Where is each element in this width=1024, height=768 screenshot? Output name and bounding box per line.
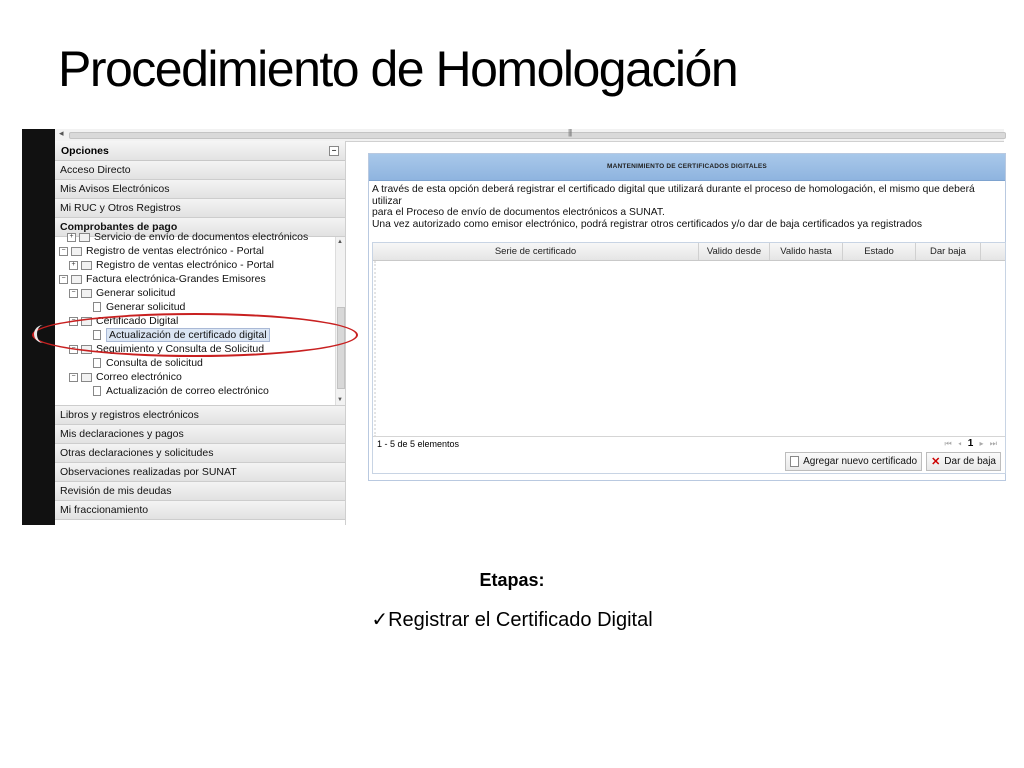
column-valido-hasta[interactable]: Valido hasta xyxy=(770,243,843,260)
options-title: Opciones xyxy=(61,144,109,157)
expand-icon[interactable]: + xyxy=(67,233,76,242)
tree-item[interactable]: − Seguimiento y Consulta de Solicitud xyxy=(55,342,335,356)
tree-item[interactable]: − Certificado Digital xyxy=(55,314,335,328)
grid-actions xyxy=(785,452,1001,471)
step-text: Registrar el Certificado Digital xyxy=(388,609,653,631)
pager-current-page[interactable]: 1 xyxy=(967,438,976,449)
expand-icon[interactable]: + xyxy=(69,261,78,270)
menu-otras-declaraciones[interactable]: Otras declaraciones y solicitudes xyxy=(55,444,345,463)
description-line: para el Proceso de envío de documentos electrónicos a SUNAT. xyxy=(372,207,665,218)
document-icon xyxy=(93,386,101,396)
column-serie[interactable]: Serie de certificado xyxy=(373,243,699,260)
tree-item[interactable]: Consulta de solicitud xyxy=(55,356,335,370)
folder-icon xyxy=(71,247,82,256)
menu-mis-avisos[interactable]: Mis Avisos Electrónicos xyxy=(55,180,345,199)
new-document-icon xyxy=(790,456,799,467)
highlight-stroke-tail xyxy=(34,325,53,343)
tree-item[interactable]: Generar solicitud xyxy=(55,300,335,314)
menu-observaciones[interactable]: Observaciones realizadas por SUNAT xyxy=(55,463,345,482)
scroll-grip-icon: ||| xyxy=(568,128,572,137)
panel-description xyxy=(369,181,1005,230)
folder-icon xyxy=(79,233,90,242)
tree-item[interactable]: + Registro de ventas electrónico - Portal xyxy=(55,258,335,272)
pager-next-icon[interactable]: ▸ ⏭ xyxy=(979,439,999,448)
grid-footer xyxy=(373,436,1005,451)
tree-item[interactable]: − Registro de ventas electrónico - Portal xyxy=(55,244,335,258)
menu-fraccionamiento[interactable]: Mi fraccionamiento xyxy=(55,501,345,520)
tree-item[interactable]: Actualización de correo electrónico xyxy=(55,384,335,398)
pager-prev-icon[interactable]: ⏮ ◂ xyxy=(944,439,964,448)
document-icon xyxy=(93,302,101,312)
tree-item-selected[interactable]: Actualización de certificado digital xyxy=(55,328,335,342)
collapse-node-icon[interactable]: − xyxy=(59,247,68,256)
tree-item[interactable]: − Generar solicitud xyxy=(55,286,335,300)
column-spacer xyxy=(981,243,1005,260)
checkmark-icon: ✓ xyxy=(371,609,389,631)
menu-acceso-directo[interactable]: Acceso Directo xyxy=(55,161,345,180)
description-line: Una vez autorizado como emisor electrónico, podrá registrar otros certificados y/o dar de baja certificados ya registrados xyxy=(372,218,922,230)
folder-icon xyxy=(81,289,92,298)
add-certificate-button[interactable] xyxy=(785,452,922,471)
menu-revision-deudas[interactable]: Revisión de mis deudas xyxy=(55,482,345,501)
collapse-node-icon[interactable]: − xyxy=(59,275,68,284)
tree-item[interactable]: + Servicio de envío de documentos electrónicos xyxy=(55,230,335,244)
menu-mis-declaraciones[interactable]: Mis declaraciones y pagos xyxy=(55,425,345,444)
tree-scroll-thumb[interactable] xyxy=(337,307,345,389)
scroll-down-icon[interactable]: ▼ xyxy=(337,397,343,403)
close-icon: ✕ xyxy=(931,455,941,468)
slide-title: Procedimiento de Homologación xyxy=(58,41,738,97)
dar-de-baja-label: Dar de baja xyxy=(944,455,996,467)
options-header[interactable] xyxy=(55,141,345,161)
scroll-up-icon[interactable]: ▲ xyxy=(337,239,343,245)
menu-comprobantes-de-pago[interactable]: Comprobantes de pago xyxy=(55,218,345,237)
red-highlight-ellipse xyxy=(32,313,358,357)
collapse-node-icon[interactable]: − xyxy=(69,345,78,354)
panel-header: MANTENIMIENTO DE CERTIFICADOS DIGITALES xyxy=(369,154,1005,181)
collapse-node-icon[interactable]: − xyxy=(69,317,78,326)
step-item xyxy=(0,607,1024,632)
column-estado[interactable]: Estado xyxy=(843,243,916,260)
column-valido-desde[interactable]: Valido desde xyxy=(699,243,770,260)
tree-scrollbar[interactable] xyxy=(335,237,345,405)
folder-icon xyxy=(81,373,92,382)
description-line: A través de esta opción deberá registrar el certificado digital que utilizará durante el proceso de homologación, el mismo que deberá utilizar xyxy=(372,184,975,207)
tree-item[interactable]: − Correo electrónico xyxy=(55,370,335,384)
grid-body xyxy=(374,261,1005,437)
add-certificate-label: Agregar nuevo certificado xyxy=(803,455,918,467)
pager[interactable] xyxy=(944,437,999,451)
certificates-grid xyxy=(372,242,1006,474)
certificates-panel xyxy=(368,153,1006,481)
grid-header xyxy=(373,243,1005,261)
record-count: 1 - 5 de 5 elementos xyxy=(377,439,460,449)
scroll-thumb[interactable] xyxy=(69,132,1006,139)
menu-libros-registros[interactable]: Libros y registros electrónicos xyxy=(55,406,345,425)
column-dar-baja[interactable]: Dar baja xyxy=(916,243,981,260)
etapas-heading: Etapas: xyxy=(479,570,545,590)
tree-item[interactable]: − Factura electrónica-Grandes Emisores xyxy=(55,272,335,286)
folder-icon xyxy=(81,261,92,270)
menu-mi-ruc[interactable]: Mi RUC y Otros Registros xyxy=(55,199,345,218)
scroll-left-icon[interactable]: ◂ xyxy=(59,128,64,138)
folder-icon xyxy=(71,275,82,284)
collapse-icon[interactable]: − xyxy=(329,146,339,156)
dar-de-baja-button[interactable] xyxy=(926,452,1001,471)
collapse-node-icon[interactable]: − xyxy=(69,289,78,298)
screenshot-area xyxy=(22,129,1004,525)
document-icon xyxy=(93,358,101,368)
collapse-node-icon[interactable]: − xyxy=(69,373,78,382)
